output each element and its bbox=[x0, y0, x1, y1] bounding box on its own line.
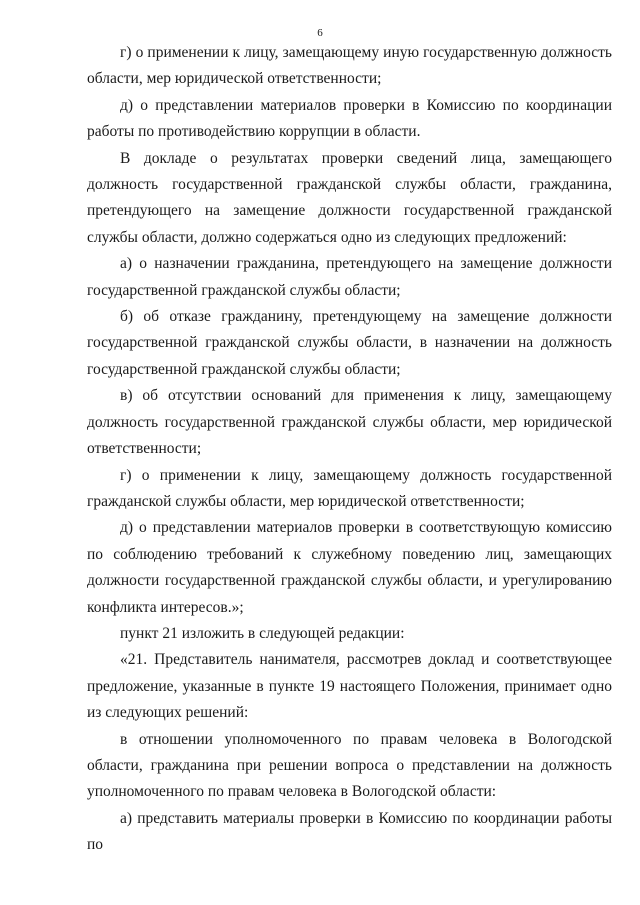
paragraph-v-no-grounds: в) об отсутствии оснований для применения к лицу, замещающему должность государственной гражданской службы области, мер юридической ответственности; bbox=[87, 387, 612, 458]
paragraph-clause-21-text: «21. Представитель нанимателя, рассмотрев доклад и соответствующее предложение, указанные в пункте 19 настоящего Положения, принимает одно из следующих решений: bbox=[87, 651, 612, 722]
paragraph-a-appointment: а) о назначении гражданина, претендующего на замещение должности государственной гражданской службы области; bbox=[87, 255, 612, 299]
paragraph-b-refusal: б) об отказе гражданину, претендующему на замещение должности государственной гражданской службы области, в назначении на должность государственной гражданской службы области; bbox=[87, 308, 612, 378]
page-number: 6 bbox=[317, 27, 323, 39]
document-body bbox=[87, 40, 612, 859]
paragraph-g-liability: г) о применении к лицу, замещающему должность государственной гражданской службы области, мер юридической ответственности; bbox=[87, 466, 612, 510]
paragraph-d-conduct-commission: д) о представлении материалов проверки в соответствующую комиссию по соблюдению требований к служебному поведению лиц, замещающих должности государственной гражданской службы области, и урегулированию конфликта интересов.»; bbox=[87, 519, 612, 616]
paragraph-g-other-state-position: г) о применении к лицу, замещающему иную государственную должность области, мер юридической ответственности; bbox=[87, 44, 612, 88]
paragraph-ombudsman: в отношении уполномоченного по правам человека в Вологодской области, гражданина при решении вопроса о представлении на должность уполномоченного по правам человека в Вологодской области: bbox=[87, 730, 612, 801]
paragraph-a-submit-materials: а) представить материалы проверки в Комиссию по координации работы по bbox=[87, 809, 612, 854]
paragraph-report-proposals-intro: В докладе о результатах проверки сведений лица, замещающего должность государственной гражданской службы области, гражданина, претендующего на замещение должности государственной гражданской службы области, должно содержаться одно из следующих предложений: bbox=[87, 149, 612, 246]
paragraph-clause-21-amendment: пункт 21 изложить в следующей редакции: bbox=[120, 624, 405, 642]
paragraph-d-anti-corruption-commission: д) о представлении материалов проверки в Комиссию по координации работы по противодействию коррупции в области. bbox=[87, 96, 612, 141]
